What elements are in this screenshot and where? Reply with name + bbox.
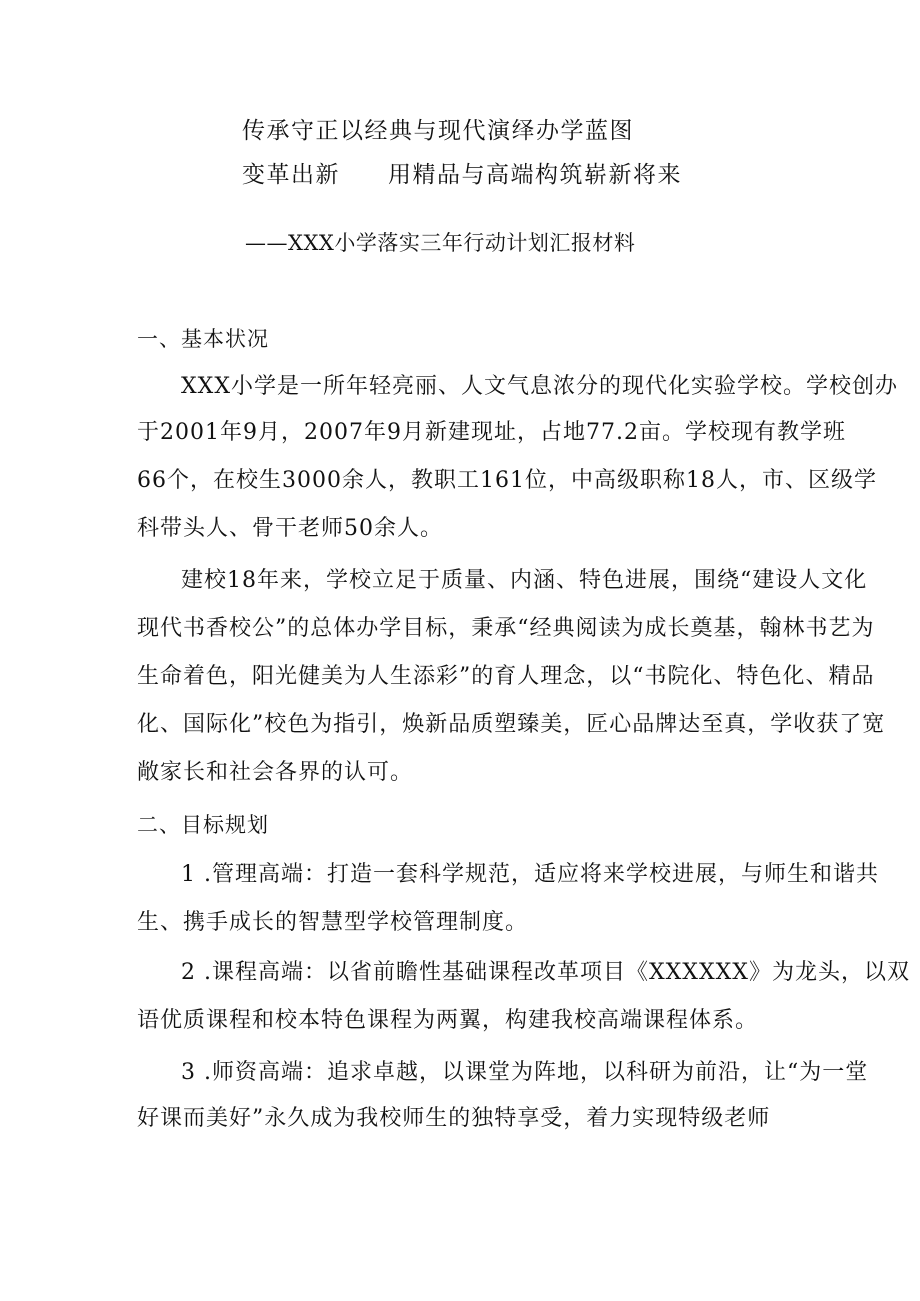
paragraph-line: 生、携手成长的智慧型学校管理制度。 xyxy=(137,910,529,935)
paragraph-line: 1 .管理高端：打造一套科学规范，适应将来学校进展，与师生和谐共 xyxy=(181,862,879,887)
paragraph-line: 化、国际化”校色为指引，焕新品质塑臻美，匠心品牌达至真，学收获了宽 xyxy=(137,712,886,737)
paragraph-line: 66个，在校生3000余人，教职工161位，中高级职称18人，市、区级学 xyxy=(137,468,877,493)
subtitle: ——XXX小学落实三年行动计划汇报材料 xyxy=(245,231,636,255)
paragraph-line: 于2001年9月，2007年9月新建现址，占地77.2亩。学校现有教学班 xyxy=(137,420,846,445)
paragraph-line: 科带头人、骨干老师50余人。 xyxy=(137,516,443,541)
paragraph-line: 现代书香校公”的总体办学目标，秉承“经典阅读为成长奠基，翰林书艺为 xyxy=(137,616,875,641)
section-heading-goal-planning: 二、目标规划 xyxy=(137,813,269,837)
paragraph-line: 建校18年来，学校立足于质量、内涵、特色进展，围绕“建设人文化 xyxy=(181,568,868,593)
title-line-2-part-2: 用精品与高端构筑崭新将来 xyxy=(388,162,682,188)
paragraph-line: 好课而美好”永久成为我校师生的独特享受，着力实现特级老师 xyxy=(137,1106,771,1131)
paragraph-line: 敞家长和社会各界的认可。 xyxy=(137,760,414,785)
title-line-2-part-1: 变革出新 xyxy=(242,162,340,188)
section-heading-basic-situation: 一、基本状况 xyxy=(137,327,269,351)
paragraph-line: 生命着色，阳光健美为人生添彩”的育人理念，以“书院化、特色化、精品 xyxy=(137,664,875,689)
paragraph-line: 语优质课程和校本特色课程为两翼，构建我校高端课程体系。 xyxy=(137,1008,759,1033)
paragraph-line: 2 .课程高端：以省前瞻性基础课程改革项目《XXXXXX》为龙头，以双 xyxy=(181,960,910,985)
paragraph-line: XXX小学是一所年轻亮丽、人文气息浓分的现代化实验学校。学校创办 xyxy=(181,374,898,399)
paragraph-line: 3 .师资高端：追求卓越，以课堂为阵地，以科研为前沿，让“为一堂 xyxy=(181,1060,869,1085)
title-line-1: 传承守正以经典与现代演绎办学蓝图 xyxy=(242,118,634,144)
